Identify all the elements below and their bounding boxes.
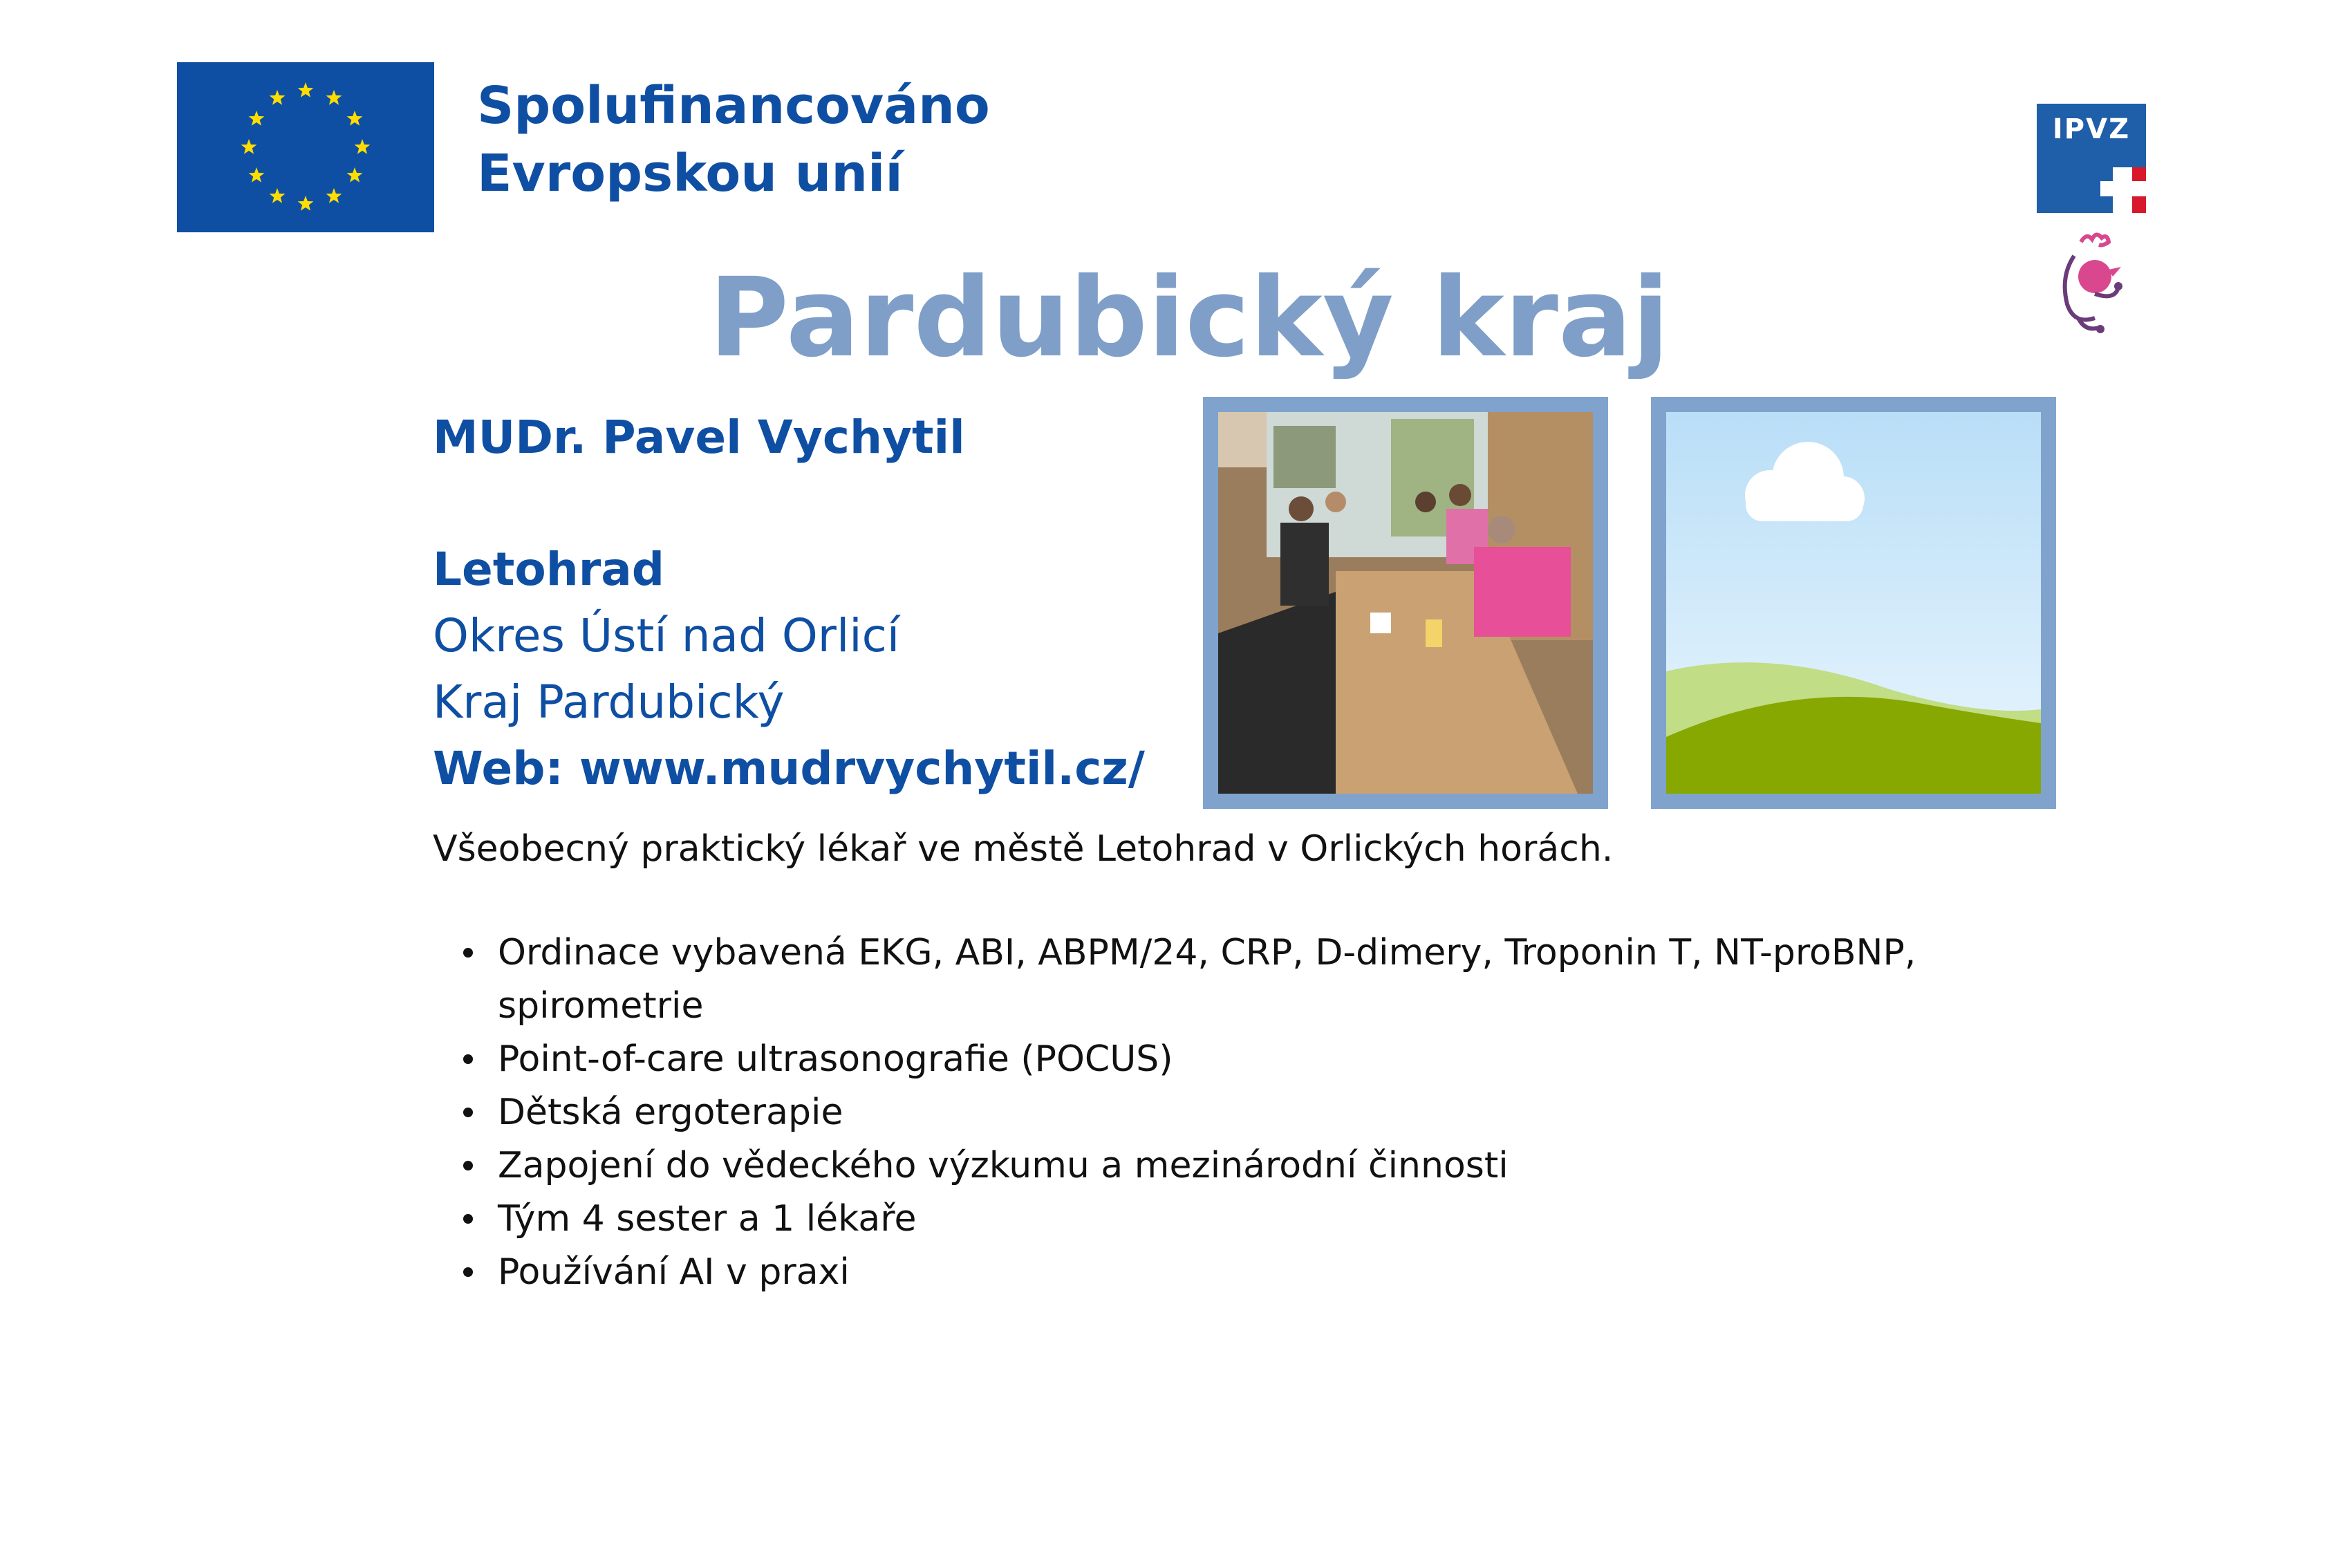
city-name: Letohrad (433, 543, 665, 596)
list-item: Používání AI v praxi (433, 1246, 1954, 1299)
list-item: Ordinace vybavená EKG, ABI, ABPM/24, CRP, D-dimery, Troponin T, NT-proBNP, spirometrie (433, 926, 1954, 1033)
team-photo (1218, 412, 1593, 794)
eu-flag-logo (177, 62, 434, 232)
region-name: Kraj Pardubický (433, 675, 785, 729)
list-item: Point-of-care ultrasonografie (POCUS) (433, 1033, 1954, 1086)
eu-cofinancing-text (477, 72, 990, 207)
eu-stars-icon (177, 62, 434, 232)
features-list (433, 926, 1954, 1299)
website-link[interactable]: Web: www.mudrvychytil.cz/ (433, 742, 1145, 795)
eu-text-line2: Evropskou unií (477, 144, 903, 203)
landscape-placeholder-icon (1666, 412, 2041, 794)
ipvz-label: IPVZ (2052, 113, 2131, 145)
list-item: Dětská ergoterapie (433, 1086, 1954, 1139)
description-text: Všeobecný praktický lékař ve městě Letohrad v Orlických horách. (433, 828, 1614, 870)
list-item: Zapojení do vědeckého výzkumu a mezinárodní činnosti (433, 1139, 1954, 1193)
list-item: Tým 4 sester a 1 lékaře (433, 1193, 1954, 1246)
doctor-name: MUDr. Pavel Vychytil (433, 411, 965, 464)
eu-text-line1: Spolufinancováno (477, 76, 990, 136)
page-title: Pardubický kraj (709, 254, 1670, 382)
district-name: Okres Ústí nad Orlicí (433, 609, 900, 662)
